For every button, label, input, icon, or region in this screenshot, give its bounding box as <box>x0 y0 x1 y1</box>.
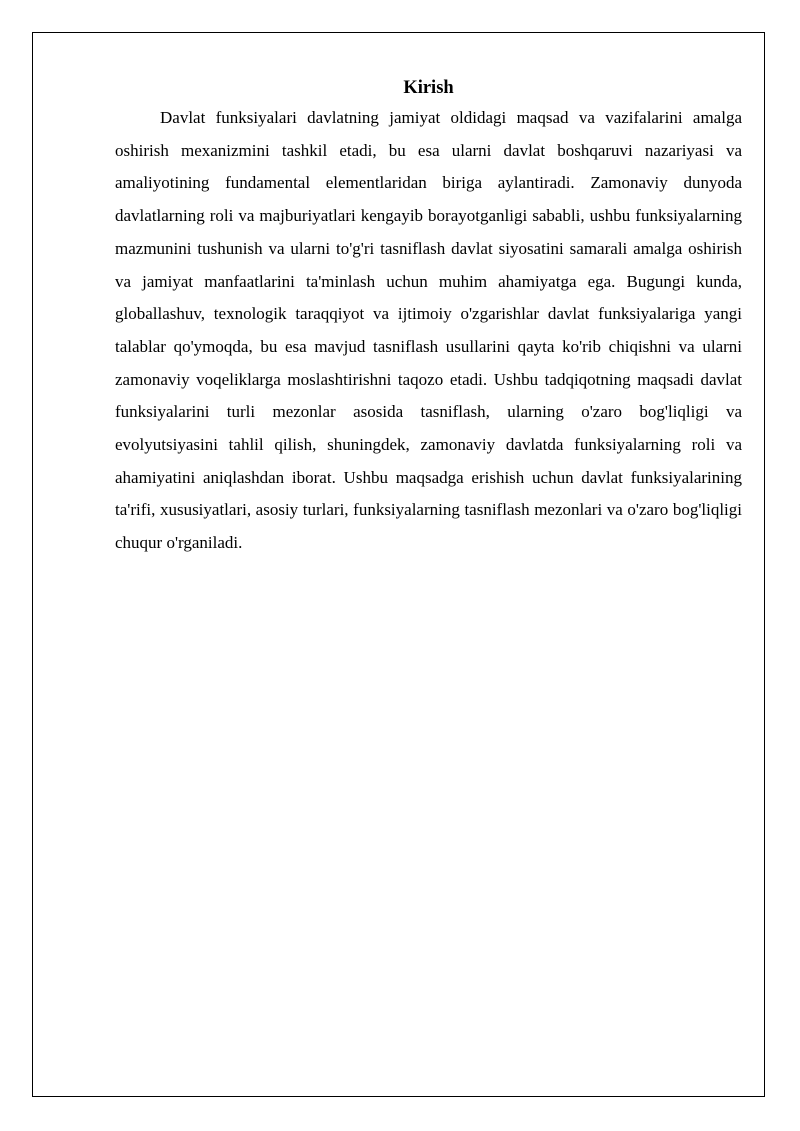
section-title: Kirish <box>403 78 454 98</box>
document-body <box>115 74 742 560</box>
intro-paragraph: Davlat funksiyalari davlatning jamiyat oldidagi maqsad va vazifalarini amalga oshirish mexanizmini tashkil etadi, bu esa ularni davlat boshqaruvi nazariyasi va amaliyotining fundamental elementlaridan biriga aylantiradi. Zamonaviy dunyoda davlatlarning roli va majburiyatlari kengayib borayotganligi sababli, ushbu funksiyalarning mazmunini tushunish va ularni to'g'ri tasniflash davlat siyosatini samarali amalga oshirish va jamiyat manfaatlarini ta'minlash uchun muhim ahamiyatga ega. Bugungi kunda, globallashuv, texnologik taraqqiyot va ijtimoiy o'zgarishlar davlat funksiyalariga yangi talablar qo'ymoqda, bu esa mavjud tasniflash usullarini qayta ko'rib chiqishni va ularni zamonaviy voqeliklarga moslashtirishni taqozo etadi. Ushbu tadqiqotning maqsadi davlat funksiyalarini turli mezonlar asosida tasniflash, ularning o'zaro bog'liqligi va evolyutsiyasini tahlil qilish, shuningdek, zamonaviy davlatda funksiyalarning roli va ahamiyatini aniqlashdan iborat. Ushbu maqsadga erishish uchun davlat funksiyalarining ta'rifi, xususiyatlari, asosiy turlari, funksiyalarning tasniflash mezonlari va o'zaro bog'liqligi chuqur o'rganiladi. <box>115 108 742 553</box>
